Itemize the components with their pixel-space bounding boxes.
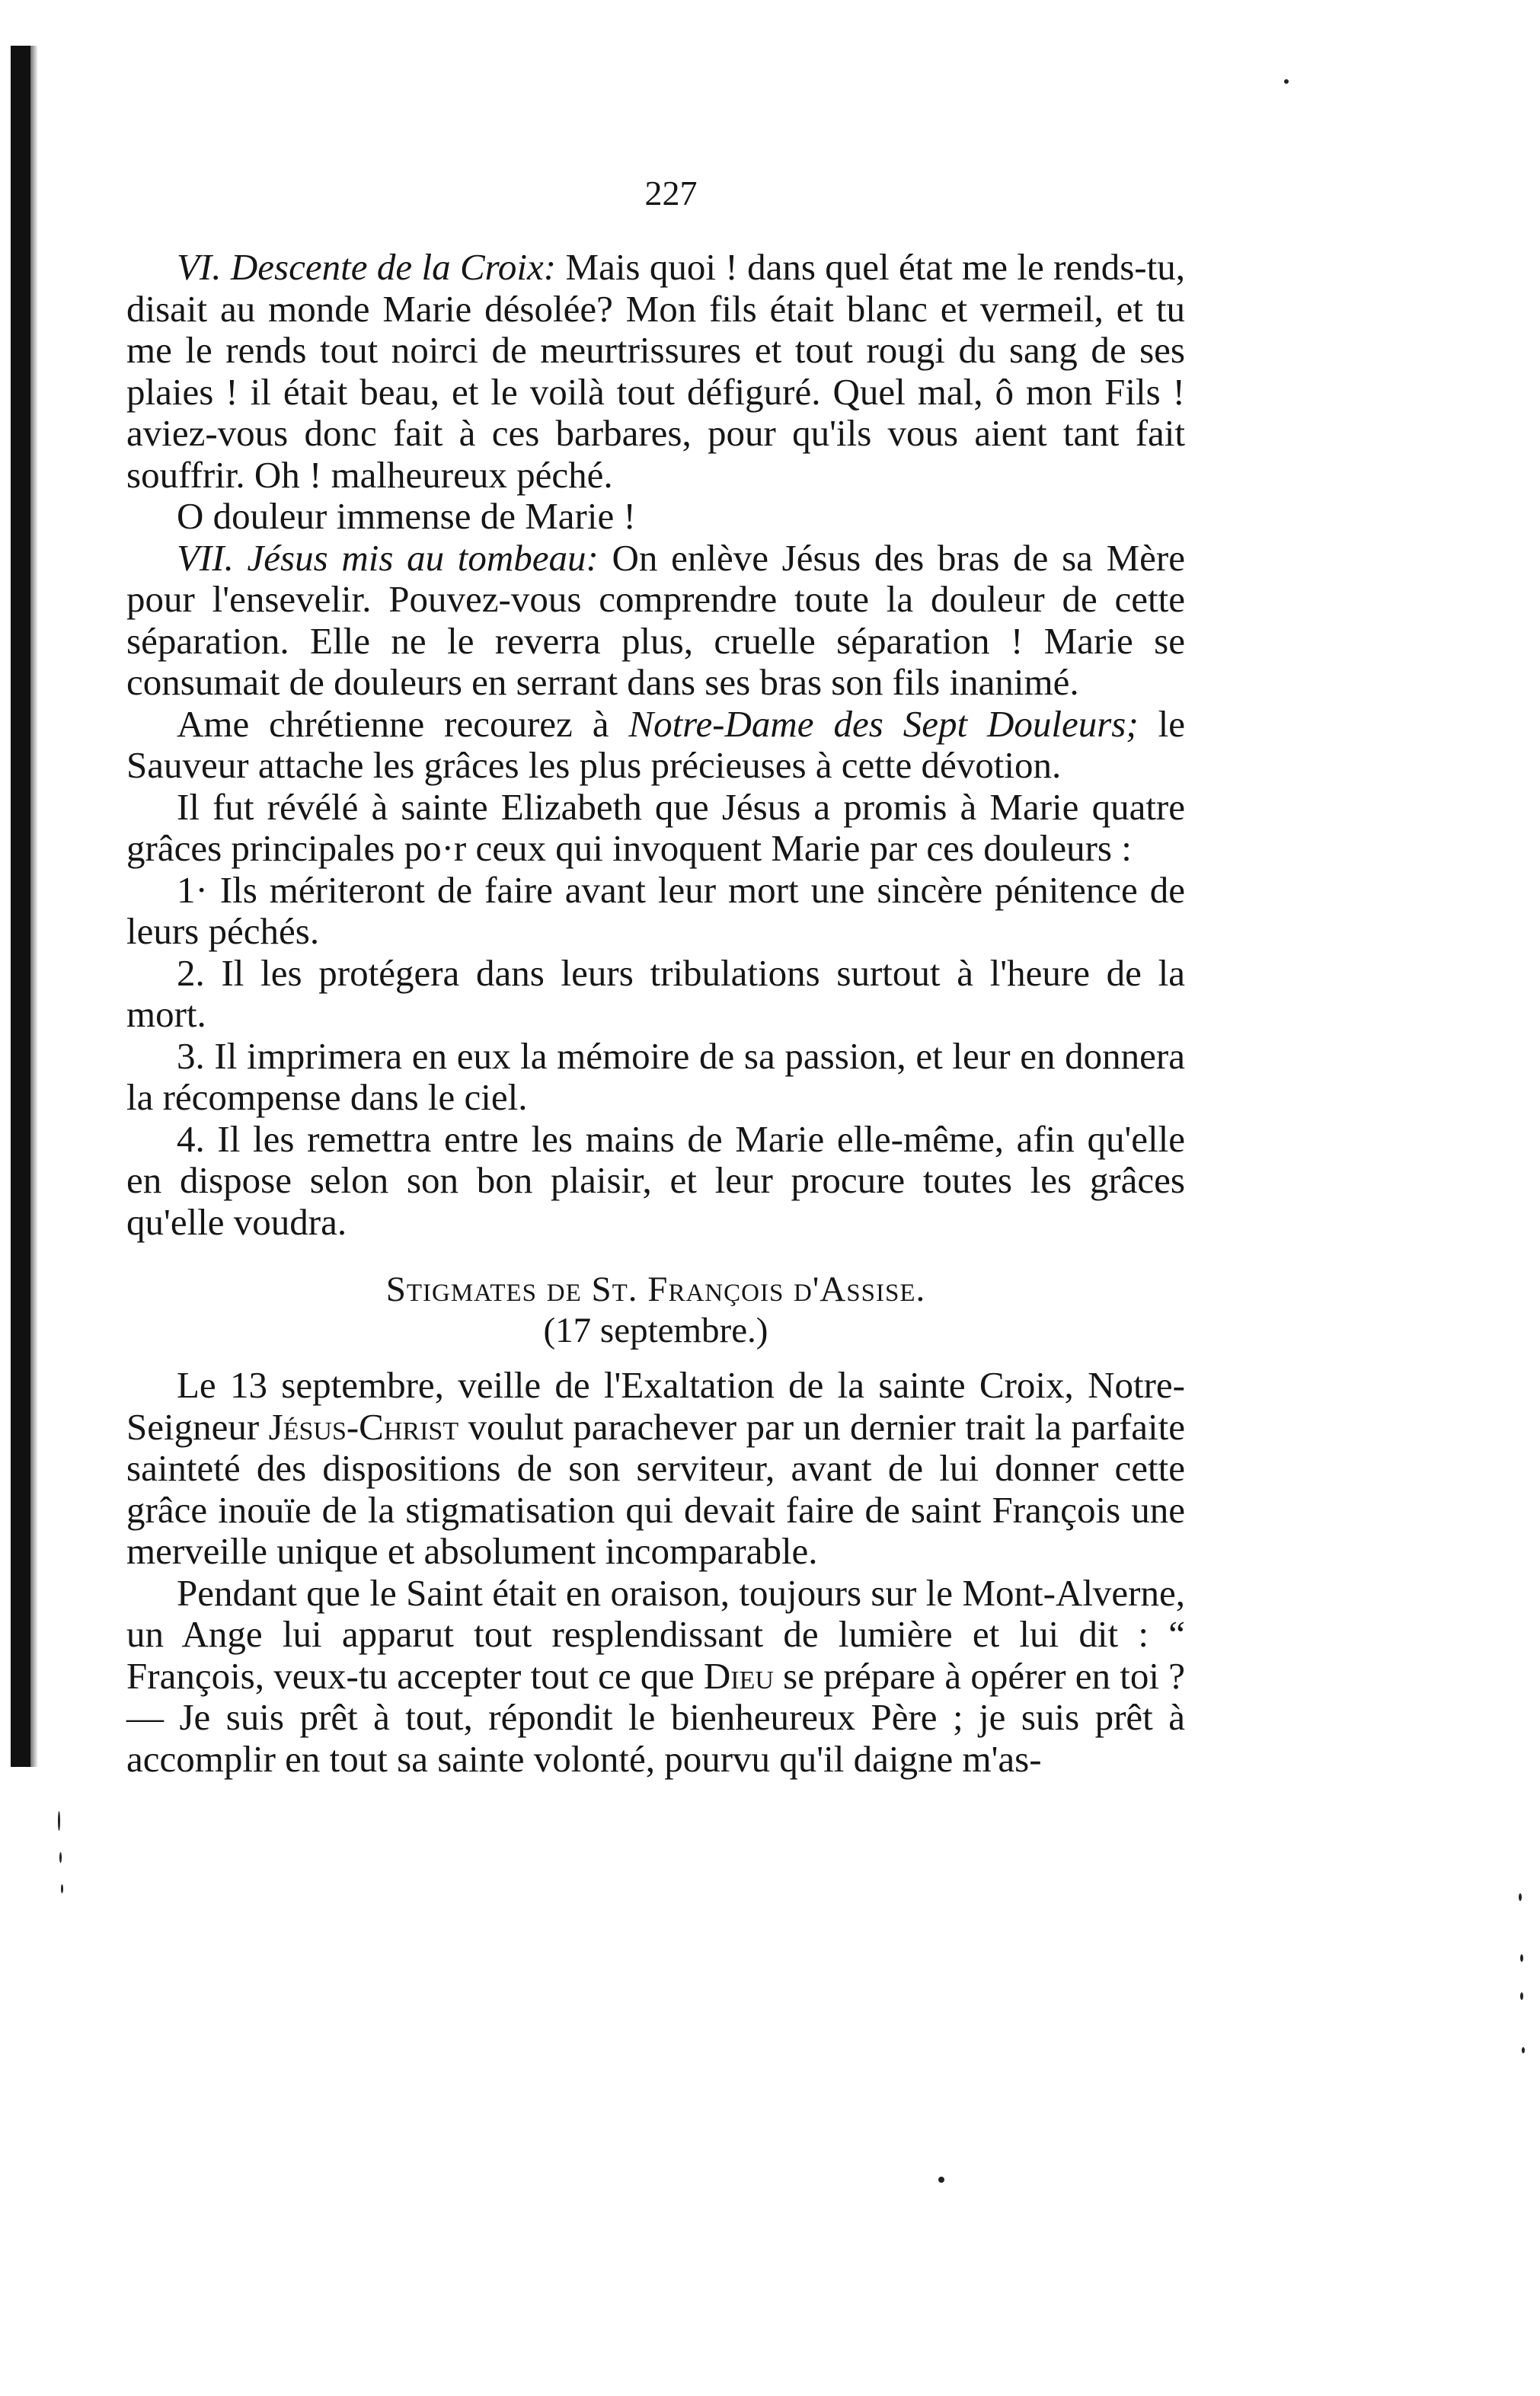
binding-edge-shadow [30,46,38,1767]
paragraph-revelation: Il fut révélé à sainte Elizabeth que Jésus a promis à Marie quatre grâces principales po·r ceux qui invoquent Marie par ces douleurs : [126,785,1185,869]
paragraph-descente-de-la-croix [126,247,1185,496]
paragraph-1-name: Jésus-Christ [268,1405,459,1448]
paragraph-exclamation: O douleur immense de Marie ! [177,495,636,537]
print-speck [59,1852,62,1863]
print-speck [1519,1893,1522,1901]
page-body-continued [126,1365,1185,1780]
print-speck [1520,1954,1523,1962]
book-page [126,172,1185,1780]
print-speck [1284,79,1289,84]
section-label-vii: VII. Jésus mis au tombeau: [177,536,599,579]
paragraph-1-before: Le 13 septembre, veille de l'Exaltation de la sainte Croix, Notre-Seigneur [126,1364,1185,1448]
devotion-text-before: Ame chrétienne recourez à [177,702,629,745]
print-speck [1522,2047,1525,2053]
section-heading: Stigmates de St. François d'Assise. [385,1270,926,1309]
paragraph-jesus-au-tombeau [126,538,1185,704]
grace-item-2: 2. Il les protégera dans leurs tribulations surtout à l'heure de la mort. [126,951,1185,1035]
section-text-vii: On enlève Jésus des bras de sa Mère pour l'ensevelir. Pouvez-vous comprendre toute la douleur de cette séparation. Elle ne le reverra plus, cruelle séparation ! Marie se consumait de douleurs en serrant dans ses bras son fils inanimé. [126,536,1185,703]
devotion-title: Notre-Dame des Sept Douleurs; [628,702,1139,745]
section-text-vi: Mais quoi ! dans quel état me le rends-tu, disait au monde Marie désolée? Mon fils était blanc et vermeil, et tu me le rends tout noirci de meurtrissures et tout rougi du sang de ses plaies ! il était beau, et le voilà tout défiguré. Quel mal, ô mon Fils ! aviez-vous donc fait à ces barbares, pour qu'ils vous aient tant fait souffrir. Oh ! malheureux péché. [126,246,1185,496]
paragraph-1-after: voulut parachever par un dernier trait la parfaite sainteté des dispositions de son serviteur, avant de lui donner cette grâce inouïe de la stigmatisation qui devait faire de saint François une merveille unique et absolument incomparable. [126,1405,1185,1572]
devotion-text-after: le Sauveur attache les grâces les plus précieuses à cette dévotion. [126,702,1185,786]
binding-edge [11,46,30,1767]
paragraph-2-name: Dieu [703,1654,774,1697]
print-speck [1520,1992,1523,2000]
print-speck [938,2177,944,2183]
print-speck [58,1811,60,1831]
print-speck [61,1884,63,1893]
paragraph-devotion [126,704,1185,787]
grace-item-1: 1· Ils mériteront de faire avant leur mort une sincère pénitence de leurs péchés. [126,868,1185,952]
paragraph-2-before: Pendant que le Saint était en oraison, toujours sur le Mont-Alverne, un Ange lui apparut tout resplendissant de lumière et lui dit : “ François, veux-tu accepter tout ce que [126,1571,1185,1697]
paragraph-stigmates-intro [126,1365,1185,1573]
grace-item-3: 3. Il imprimera en eux la mémoire de sa passion, et leur en donnera la récompense dans le ciel. [126,1034,1185,1118]
section-date: (17 septembre.) [543,1311,768,1350]
page-body [126,247,1185,1243]
page-number: 227 [644,174,698,212]
grace-item-4: 4. Il les remettra entre les mains de Marie elle-même, afin qu'elle en dispose selon son bon plaisir, et leur procure toutes les grâces qu'elle voudra. [126,1117,1185,1243]
paragraph-2-after: se prépare à opérer en toi ? — Je suis prêt à tout, répondit le bienheureux Père ; je suis prêt à accomplir en tout sa sainte volonté, pourvu qu'il daigne m'as- [126,1654,1186,1780]
section-label-vi: VI. Descente de la Croix: [177,246,557,288]
paragraph-ange-apparition [126,1573,1185,1781]
